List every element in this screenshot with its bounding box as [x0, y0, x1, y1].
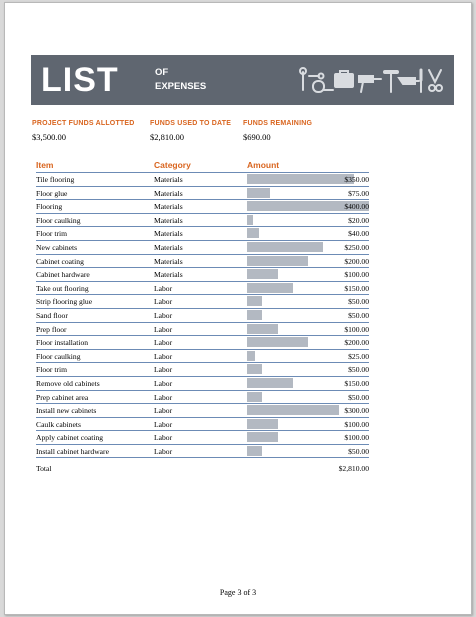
row-amount: $200.00 [344, 256, 369, 266]
total-amount: $2,810.00 [338, 464, 369, 473]
row-item: Floor trim [36, 229, 68, 239]
row-amount: $100.00 [344, 270, 369, 280]
row-category: Labor [154, 351, 173, 361]
funds-allotted [32, 120, 135, 142]
amount-bar [247, 378, 293, 388]
table-row [36, 255, 369, 269]
row-category: Materials [154, 256, 183, 266]
row-category: Materials [154, 270, 183, 280]
row-amount: $150.00 [344, 283, 369, 293]
row-amount: $50.00 [348, 392, 369, 402]
row-item: Install new cabinets [36, 406, 97, 416]
row-item: Cabinet coating [36, 256, 84, 266]
funds-allotted-value: $3,500.00 [32, 132, 66, 142]
table-row [36, 268, 369, 282]
page-title: LIST [41, 61, 119, 99]
table-row [36, 350, 369, 364]
table-row [36, 241, 369, 255]
amount-bar [247, 256, 308, 266]
row-item: Remove old cabinets [36, 378, 100, 388]
row-amount: $50.00 [348, 310, 369, 320]
row-category: Materials [154, 188, 183, 198]
row-item: Flooring [36, 202, 63, 212]
amount-bar [247, 432, 278, 442]
drill-icon [359, 76, 381, 92]
table-row [36, 404, 369, 418]
expense-table-body [36, 173, 369, 458]
amount-bar [247, 215, 253, 225]
funds-used-value: $2,810.00 [150, 132, 184, 142]
row-item: Prep cabinet area [36, 392, 89, 402]
table-row [36, 214, 369, 228]
row-category: Labor [154, 406, 173, 416]
row-category: Labor [154, 419, 173, 429]
row-category: Labor [154, 283, 173, 293]
table-row [36, 418, 369, 432]
amount-bar [247, 337, 308, 347]
row-item: Caulk cabinets [36, 419, 81, 429]
amount-bar [247, 228, 259, 238]
row-amount: $200.00 [344, 338, 369, 348]
pliers-icon [429, 70, 442, 91]
row-item: Strip flooring glue [36, 297, 93, 307]
row-category: Labor [154, 433, 173, 443]
row-category: Labor [154, 297, 173, 307]
amount-bar [247, 283, 293, 293]
page-number: Page 3 of 3 [219, 588, 257, 597]
row-item: New cabinets [36, 242, 78, 252]
row-category: Labor [154, 446, 173, 456]
table-header [36, 160, 369, 173]
funds-remaining [243, 120, 312, 142]
amount-bar [247, 392, 262, 402]
row-amount: $100.00 [344, 433, 369, 443]
page-subtitle [155, 66, 206, 94]
table-row [36, 295, 369, 309]
amount-bar [247, 405, 339, 415]
row-amount: $150.00 [344, 378, 369, 388]
row-category: Materials [154, 215, 183, 225]
table-row [36, 431, 369, 445]
table-row [36, 173, 369, 187]
row-amount: $400.00 [344, 202, 369, 212]
tools-illustration [299, 66, 447, 96]
table-row [36, 309, 369, 323]
table-row [36, 323, 369, 337]
row-category: Labor [154, 338, 173, 348]
row-item: Cabinet hardware [36, 270, 90, 280]
row-category: Materials [154, 175, 183, 184]
amount-bar [247, 446, 262, 456]
table-row [36, 363, 369, 377]
funds-allotted-label: PROJECT FUNDS ALLOTTED [32, 120, 135, 127]
row-category: Labor [154, 365, 173, 375]
row-item: Floor trim [36, 365, 68, 375]
total-label: Total [36, 464, 52, 473]
column-header-amount: Amount [247, 160, 280, 170]
column-header-category: Category [154, 160, 191, 170]
row-amount: $50.00 [348, 297, 369, 307]
title-banner [31, 55, 454, 105]
row-amount: $25.00 [348, 351, 369, 361]
amount-bar [247, 310, 262, 320]
row-item: Apply cabinet coating [36, 433, 104, 443]
saw-icon [399, 78, 419, 84]
row-amount: $40.00 [348, 229, 369, 239]
subtitle-line-1: OF [155, 67, 169, 78]
row-item: Install cabinet hardware [36, 446, 109, 456]
table-row [36, 336, 369, 350]
row-amount: $50.00 [348, 446, 369, 456]
row-category: Materials [154, 242, 183, 252]
row-amount: $250.00 [344, 242, 369, 252]
row-item: Prep floor [36, 324, 67, 334]
row-item: Tile flooring [36, 175, 75, 184]
amount-bar [247, 324, 278, 334]
row-item: Take out flooring [36, 283, 89, 293]
funds-used-label: FUNDS USED TO DATE [150, 120, 232, 127]
table-row [36, 200, 369, 214]
hammer-icon [385, 72, 397, 92]
row-category: Materials [154, 202, 183, 212]
row-item: Sand floor [36, 310, 68, 320]
row-category: Materials [154, 229, 183, 239]
tape-measure-icon [313, 81, 333, 92]
table-row [36, 282, 369, 296]
amount-bar [247, 269, 278, 279]
row-category: Labor [154, 378, 173, 388]
table-row [36, 445, 369, 459]
row-amount: $350.00 [344, 175, 369, 184]
row-item: Floor glue [36, 188, 68, 198]
row-item: Floor caulking [36, 351, 81, 361]
row-item: Floor installation [36, 338, 89, 348]
document-page [4, 2, 472, 615]
table-row [36, 377, 369, 391]
subtitle-line-2: EXPENSES [155, 81, 207, 92]
amount-bar [247, 364, 262, 374]
column-header-item: Item [36, 160, 54, 170]
row-amount: $50.00 [348, 365, 369, 375]
total-row [36, 464, 369, 476]
toolbox-icon [335, 71, 353, 87]
amount-bar [247, 174, 354, 184]
row-amount: $20.00 [348, 215, 369, 225]
funds-remaining-label: FUNDS REMAINING [243, 120, 313, 127]
amount-bar [247, 419, 278, 429]
row-amount: $75.00 [348, 188, 369, 198]
row-amount: $100.00 [344, 324, 369, 334]
table-row [36, 391, 369, 405]
row-category: Labor [154, 324, 173, 334]
amount-bar [247, 296, 262, 306]
amount-bar [247, 242, 323, 252]
table-row [36, 187, 369, 201]
row-category: Labor [154, 310, 173, 320]
row-item: Floor caulking [36, 215, 81, 225]
funds-used [150, 120, 231, 142]
row-category: Labor [154, 392, 173, 402]
row-amount: $300.00 [344, 406, 369, 416]
wrench-icon [300, 68, 324, 90]
funds-remaining-value: $690.00 [243, 132, 271, 142]
amount-bar [247, 188, 270, 198]
amount-bar [247, 351, 255, 361]
table-row [36, 227, 369, 241]
row-amount: $100.00 [344, 419, 369, 429]
